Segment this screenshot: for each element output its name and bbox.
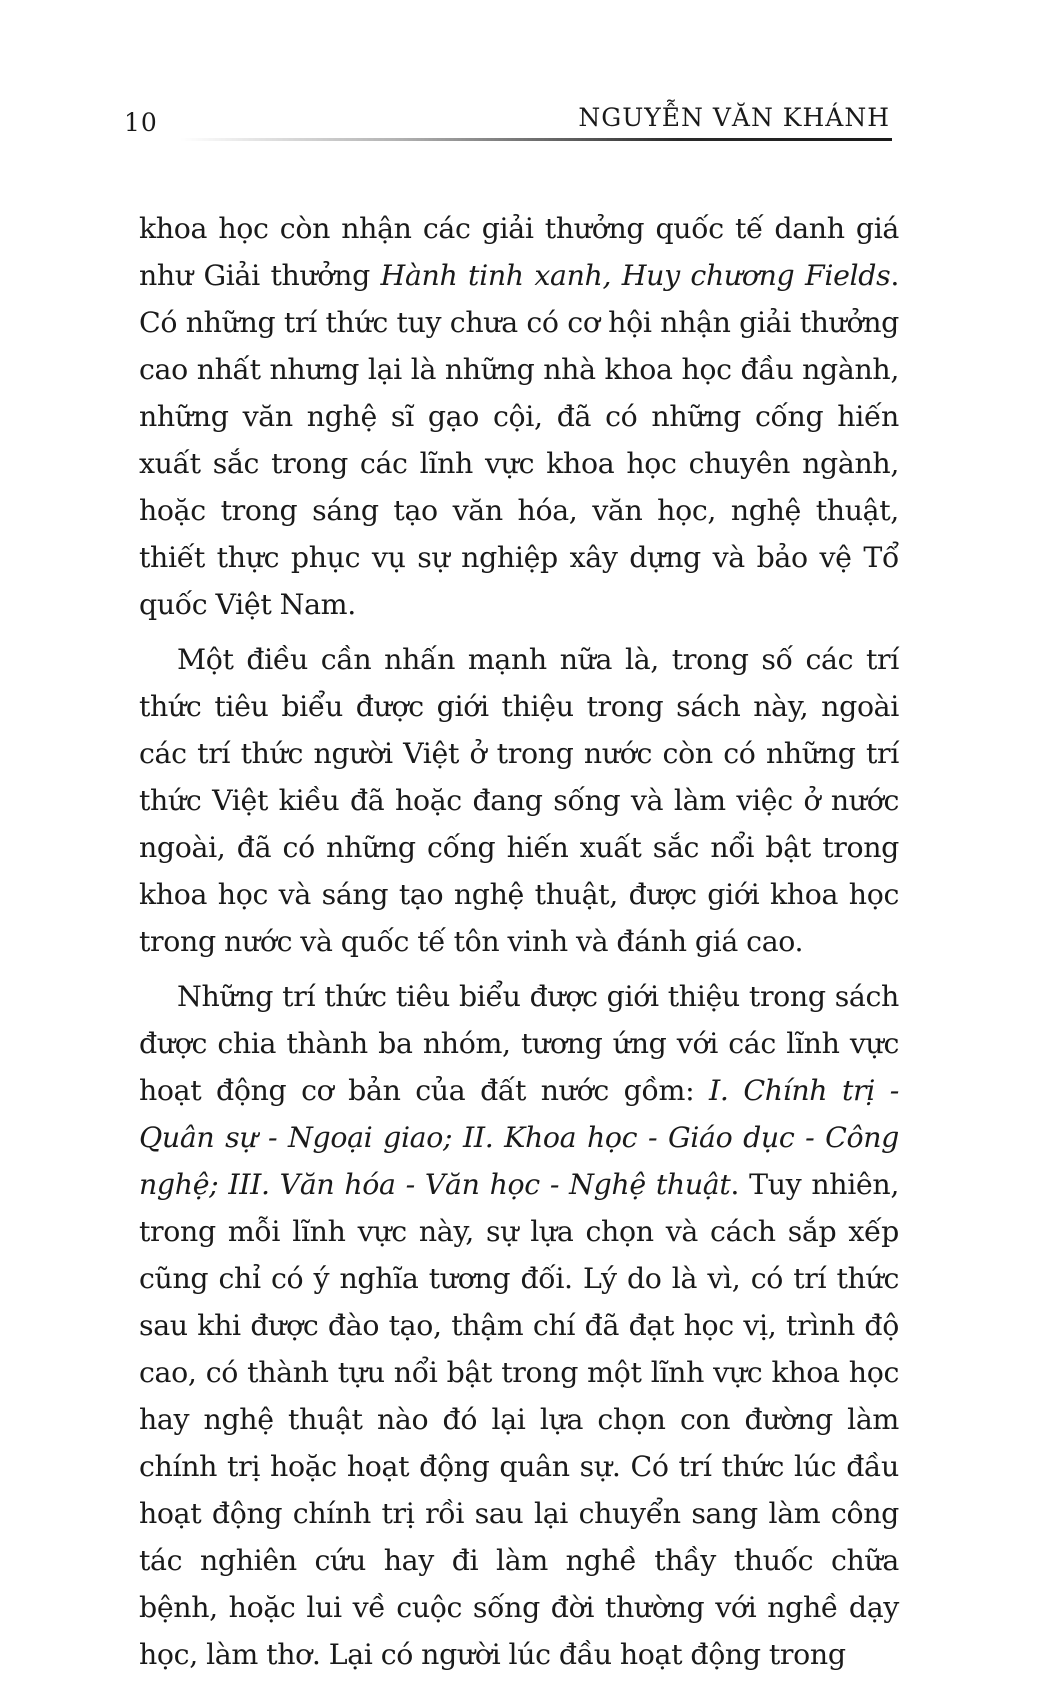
paragraph-text: Những trí thức tiêu biểu được giới thiệu trong sách được chia thành ba nhóm, tương ứng với các lĩnh vực hoạt động cơ bản của đất nước gồm: [139, 980, 899, 1107]
award-names: Hành tinh xanh, Huy chương Fields [380, 259, 891, 292]
group-names: I. Chính trị - Quân sự - Ngoại giao; II. Khoa học - Giáo dục - Công nghệ; III. Văn hóa - Văn học - Nghệ thuật [139, 1074, 899, 1201]
paragraph-text: khoa học còn nhận các giải thưởng quốc tế danh giá như Giải thưởng [139, 212, 899, 292]
paragraph-3 [139, 973, 899, 1678]
running-header-author: NGUYỄN VĂN KHÁNH [578, 103, 890, 132]
paragraph-text: . Tuy nhiên, trong mỗi lĩnh vực này, sự lựa chọn và cách sắp xếp cũng chỉ có ý nghĩa tương đối. Lý do là vì, có trí thức sau khi được đào tạo, thậm chí đã đạt học vị, trình độ cao, có thành tựu nổi bật trong một lĩnh vực khoa học hay nghệ thuật nào đó lại lựa chọn con đường làm chính trị hoặc hoạt động quân sự. Có trí thức lúc đầu hoạt động chính trị rồi sau lại chuyển sang làm công tác nghiên cứu hay đi làm nghề thầy thuốc chữa bệnh, hoặc lui về cuộc sống đời thường với nghề dạy học, làm thơ. Lại có người lúc đầu hoạt động trong [139, 1168, 899, 1671]
paragraph-2 [139, 636, 899, 965]
paragraph-text: Một điều cần nhấn mạnh nữa là, trong số các trí thức tiêu biểu được giới thiệu trong sách này, ngoài các trí thức người Việt ở trong nước còn có những trí thức Việt kiều đã hoặc đang sống và làm việc ở nước ngoài, đã có những cống hiến xuất sắc nổi bật trong khoa học và sáng tạo nghệ thuật, được giới khoa học trong nước và quốc tế tôn vinh và đánh giá cao. [139, 643, 899, 958]
page-header [0, 0, 1040, 150]
body-text [139, 205, 899, 1686]
paragraph-text: . Có những trí thức tuy chưa có cơ hội nhận giải thưởng cao nhất nhưng lại là những nhà khoa học đầu ngành, những văn nghệ sĩ gạo cội, đã có những cống hiến xuất sắc trong các lĩnh vực khoa học chuyên ngành, hoặc trong sáng tạo văn hóa, văn học, nghệ thuật, thiết thực phục vụ sự nghiệp xây dựng và bảo vệ Tổ quốc Việt Nam. [139, 259, 899, 621]
header-rule [180, 138, 892, 141]
page-number: 10 [124, 108, 158, 137]
paragraph-1 [139, 205, 899, 628]
